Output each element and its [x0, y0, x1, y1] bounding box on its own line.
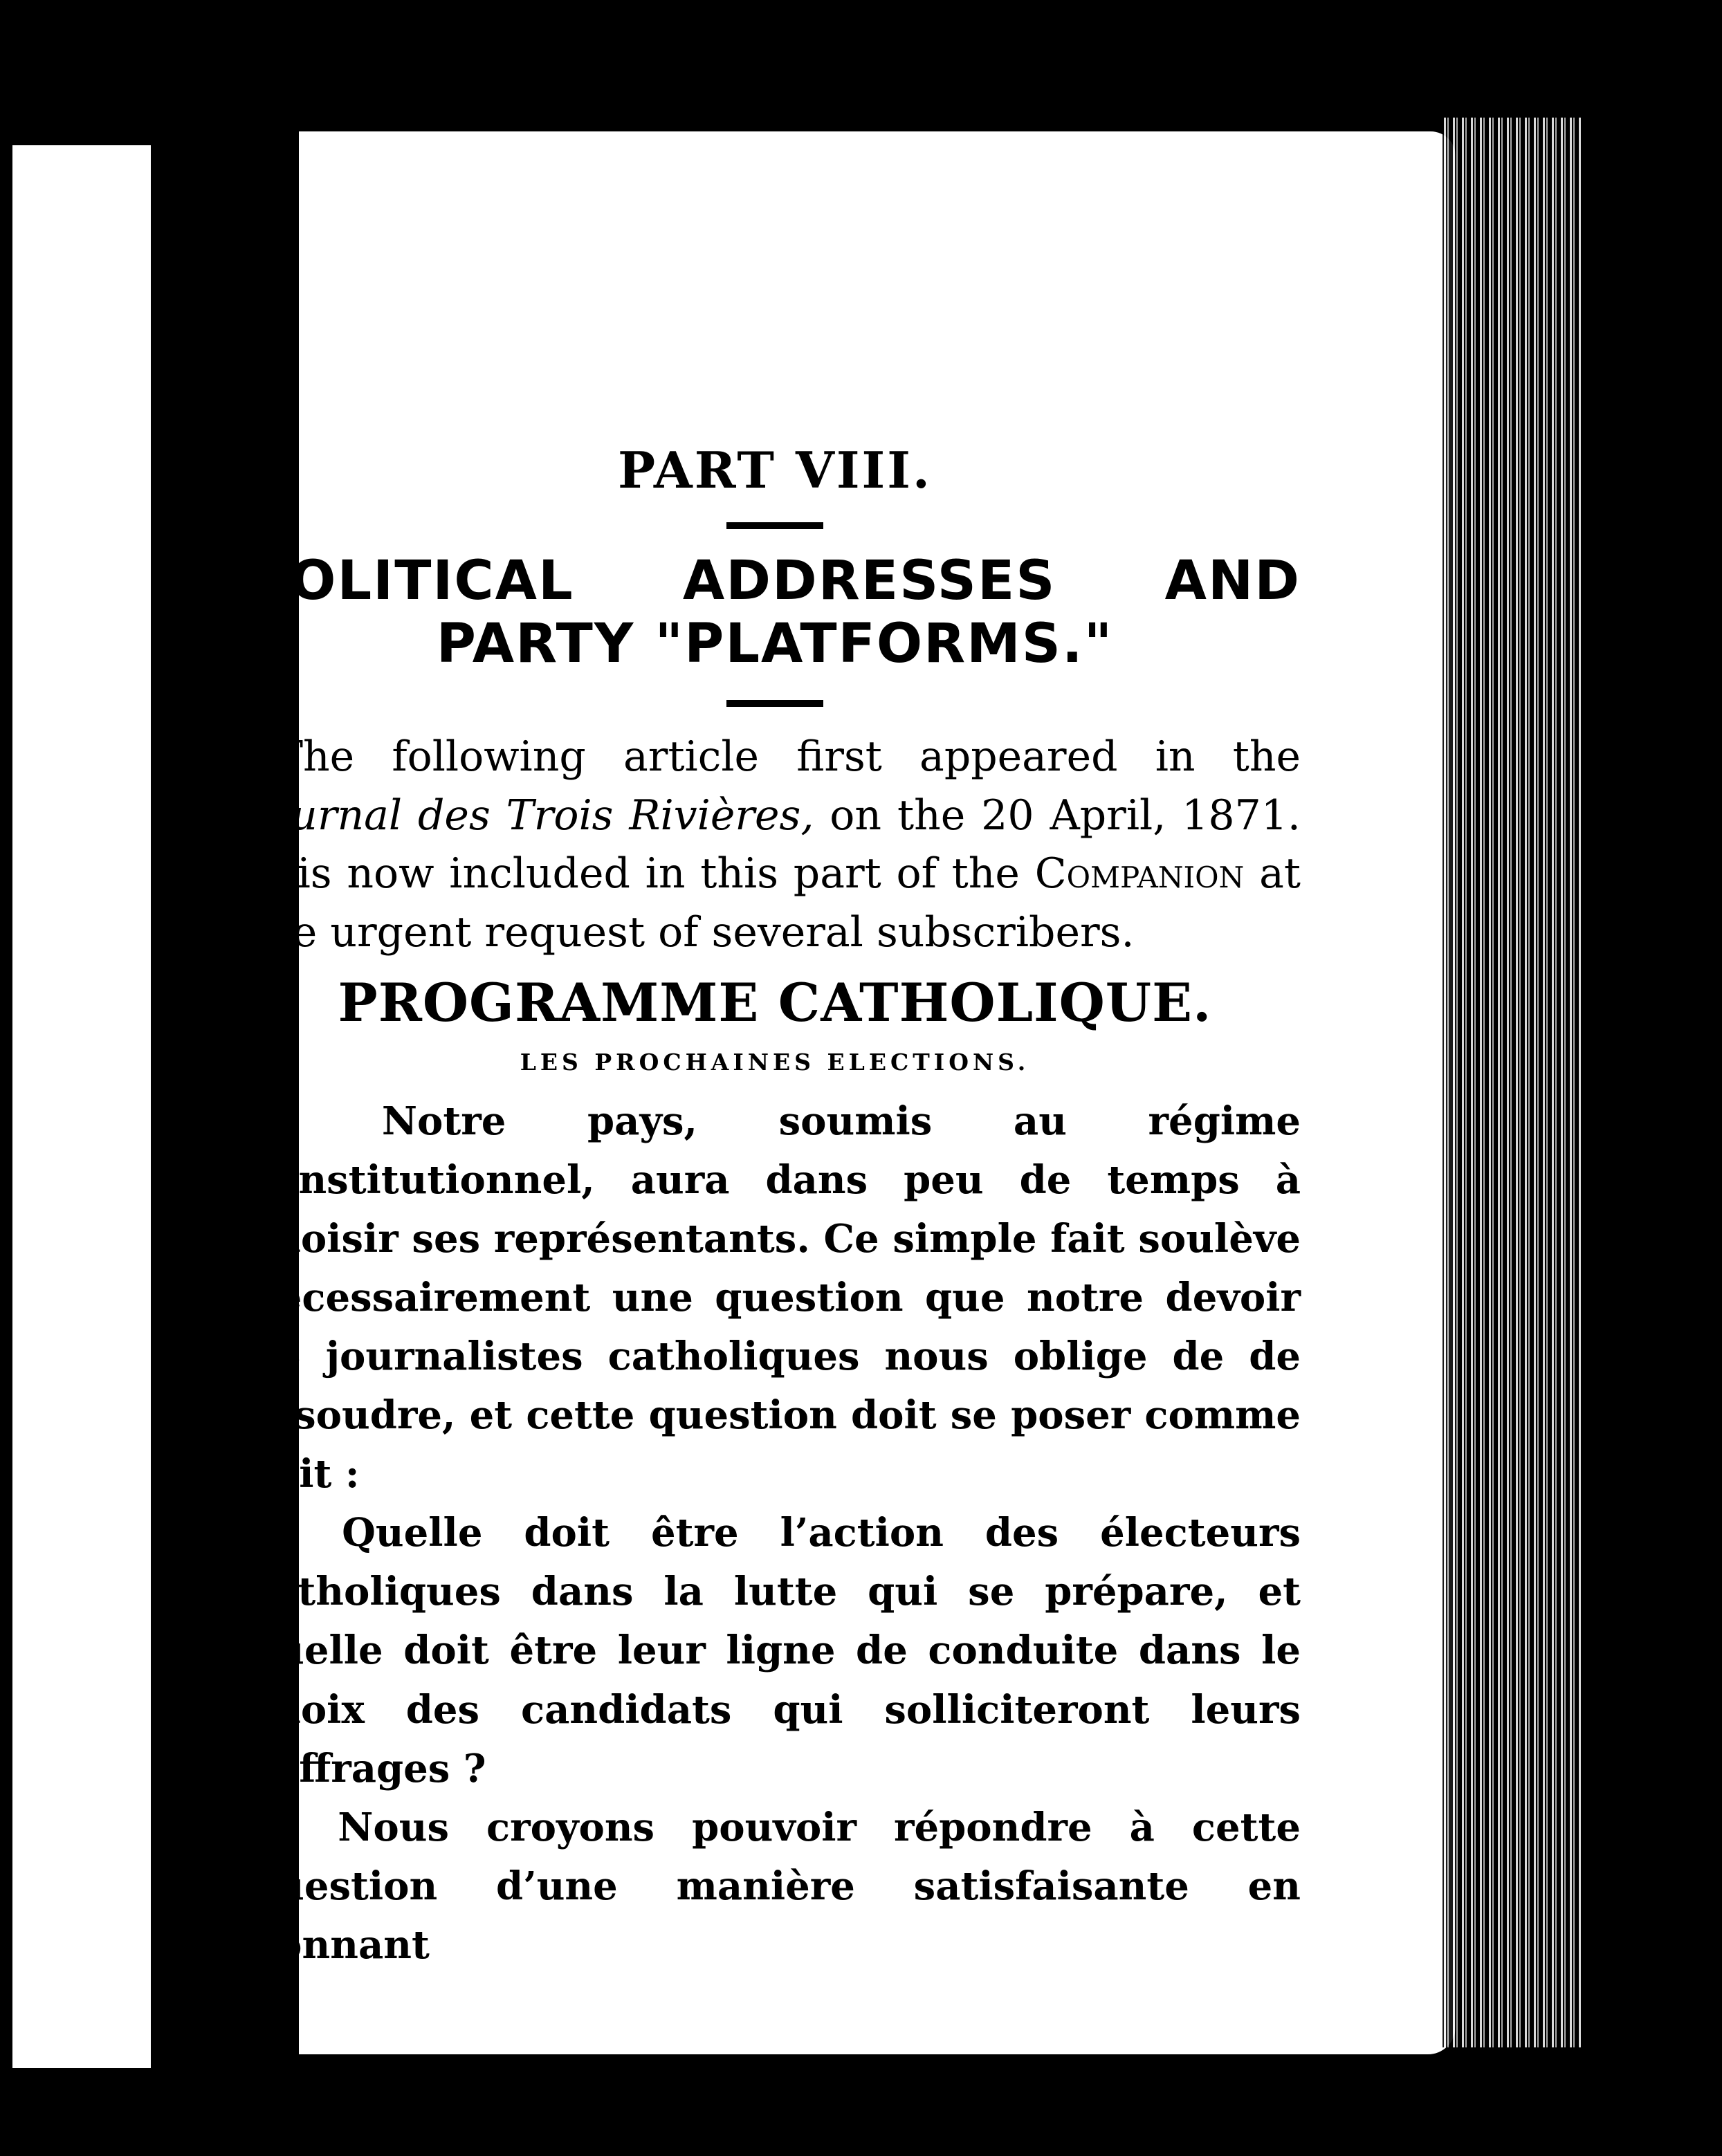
programme-title: PROGRAMME CATHOLIQUE.	[338, 971, 1212, 1033]
section-title-line1	[249, 550, 1301, 612]
intro-text: at the urgent request of several subscribers.	[249, 849, 1301, 957]
page-stack-edges	[1442, 118, 1581, 2047]
intro-text: The following article first appeared in the	[275, 733, 1301, 782]
divider-rule	[726, 522, 823, 529]
section-title-word: POLITICAL	[249, 550, 574, 613]
subheading: LES PROCHAINES ELECTIONS.	[520, 1048, 1030, 1076]
part-title: PART VIII.	[618, 441, 932, 499]
facing-page-edge	[12, 145, 151, 2068]
section-title-word: AND	[1164, 550, 1301, 613]
section-title-word: ADDRESSES	[682, 550, 1056, 613]
intro-paragraph	[249, 728, 1301, 961]
body-paragraph: “ Nous croyons pouvoir répondre à cette question d’une manière satisfaisante en donnant	[249, 1804, 1301, 1969]
companion-name: Companion	[1034, 849, 1245, 899]
page-text	[249, 443, 1301, 1975]
body-paragraph: “ Quelle doit être l’action des électeurs catholiques dans la lutte qui se prépare, et quelle doit être leur ligne de conduite dans le choix des candidats qui solliciteront leurs suffrages ?	[249, 1510, 1301, 1791]
body-paragraph: “ Notre pays, soumis au régime constitutionnel, aura dans peu de temps à choisir ses représentants. Ce simple fait soulève nècessairement une question que notre devoir de journalistes catholiques nous oblige de de résoudre, et cette question doit se poser comme suit :	[249, 1098, 1301, 1498]
section-title	[249, 550, 1301, 675]
intro-text: on the 20 April, 1871. It is now included in this part of the	[249, 791, 1301, 899]
divider-rule	[726, 700, 823, 707]
section-title-line2: PARTY "PLATFORMS."	[436, 612, 1114, 675]
journal-title: Journal des Trois Rivières,	[249, 791, 814, 840]
